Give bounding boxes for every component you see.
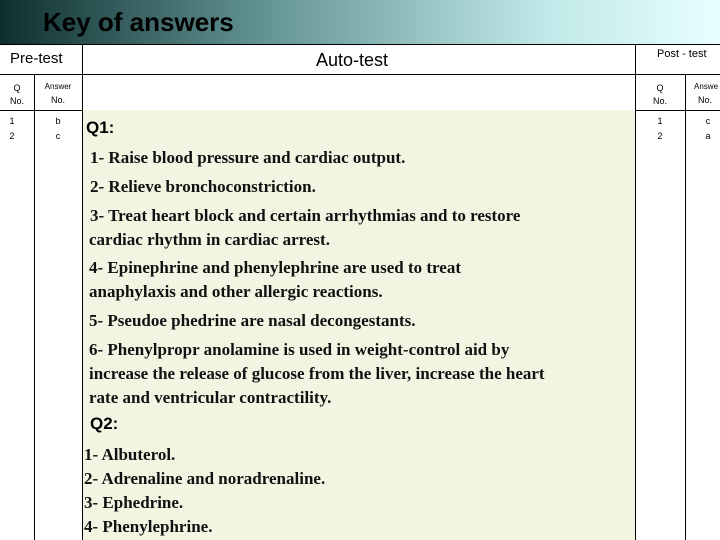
pretest-row-1-q: 1 xyxy=(9,116,15,126)
q2-label: Q2: xyxy=(90,414,119,433)
q2-item-3: 3- Ephedrine. xyxy=(84,493,184,512)
q1-item-3-cont: cardiac rhythm in cardiac arrest. xyxy=(89,230,330,249)
q2-item-2: 2- Adrenaline and noradrenaline. xyxy=(84,469,326,488)
posttest-col-q: Q No. xyxy=(652,83,667,106)
q1-item-4-cont: anaphylaxis and other allergic reactions. xyxy=(89,282,383,301)
posttest-row-1-answer: c xyxy=(705,116,711,126)
q1-item-6-cont2: rate and ventricular contractility. xyxy=(89,388,332,407)
q1-item-6-cont: increase the release of glucose from the liver, increase the heart xyxy=(89,364,545,383)
q1-item-6: 6- Phenylpropr anolamine is used in weight-control aid by xyxy=(89,340,510,359)
q1-item-2: 2- Relieve bronchoconstriction. xyxy=(90,177,316,196)
posttest-header: Post - test xyxy=(657,48,707,60)
pretest-col-answer: Answer No. xyxy=(44,82,72,105)
pretest-row-2-answer: c xyxy=(55,131,61,141)
header-divider xyxy=(0,74,720,75)
q1-item-4: 4- Epinephrine and phenylephrine are used to treat xyxy=(89,258,461,277)
autotest-header: Auto-test xyxy=(316,50,389,70)
pretest-row-1-answer: b xyxy=(55,116,61,126)
posttest-row-2-q: 2 xyxy=(657,131,663,141)
q2-item-1: 1- Albuterol. xyxy=(84,445,176,464)
posttest-row-1-q: 1 xyxy=(657,116,663,126)
q1-item-1: 1- Raise blood pressure and cardiac output. xyxy=(90,148,406,167)
posttest-col-answer: Answe No. xyxy=(694,82,719,105)
posttest-column-divider xyxy=(685,74,686,540)
pretest-header: Pre-test xyxy=(10,50,63,67)
pretest-col-q: Q No. xyxy=(9,83,24,106)
top-border xyxy=(0,44,720,45)
q1-item-5: 5- Pseudoe phedrine are nasal decongestants. xyxy=(89,311,416,330)
pretest-row-2-q: 2 xyxy=(9,131,15,141)
pretest-column-divider xyxy=(34,74,35,540)
q1-label: Q1: xyxy=(86,118,115,137)
posttest-subheader-divider xyxy=(635,110,720,111)
q1-item-3: 3- Treat heart block and certain arrhythmias and to restore xyxy=(90,206,521,225)
pretest-right-border xyxy=(82,44,83,540)
q2-item-4: 4- Phenylephrine. xyxy=(84,517,213,536)
title-bar xyxy=(0,0,720,44)
pretest-subheader-divider xyxy=(0,110,82,111)
posttest-left-border xyxy=(635,44,636,540)
page-title: Key of answers xyxy=(43,7,234,37)
posttest-row-2-answer: a xyxy=(705,131,711,141)
